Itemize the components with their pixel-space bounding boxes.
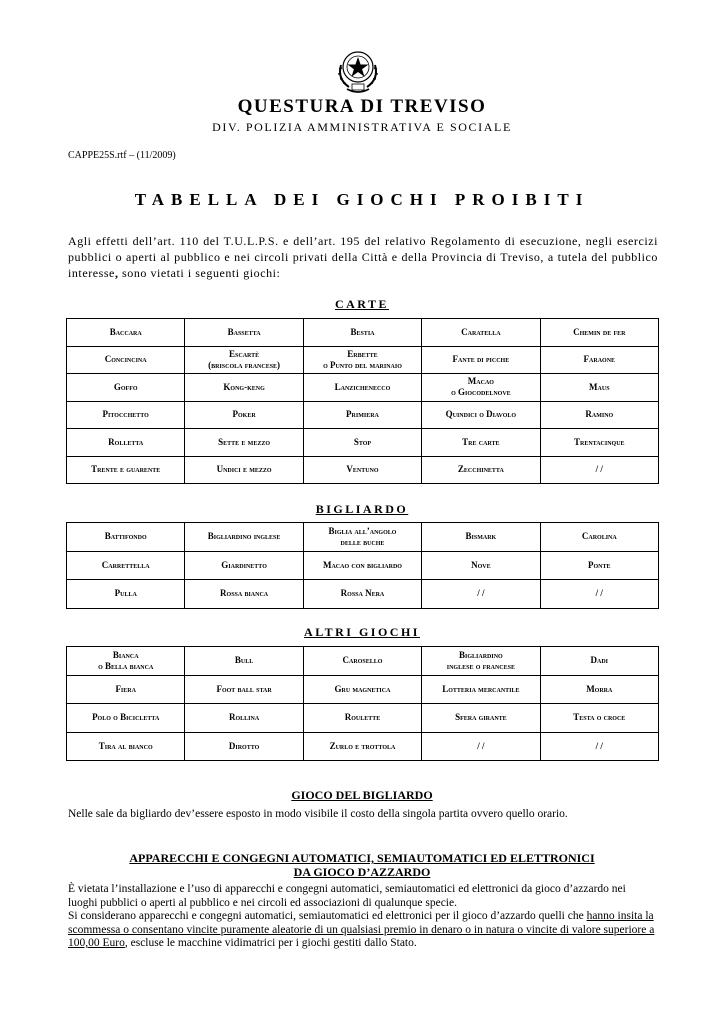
game-cell [303,732,421,761]
game-name: Carolina [581,531,617,542]
game-cell [303,647,421,676]
game-name: Pulla [114,588,137,599]
table-row [67,551,659,580]
game-name: Rollina [229,712,260,723]
game-cell [540,551,658,580]
game-cell [303,704,421,733]
game-name: Zurlo e trottola [329,740,396,751]
game-cell [185,374,303,402]
game-cell [303,456,421,484]
game-cell [67,429,185,457]
game-cell [303,580,421,609]
game-cell [67,456,185,484]
game-name: Tira al bianco [98,740,153,751]
game-name: o Bella bianca [98,660,154,671]
game-cell [540,374,658,402]
game-cell [67,523,185,552]
game-name: / / [595,740,603,751]
game-cell [67,551,185,580]
game-cell [67,401,185,429]
italian-republic-emblem-icon [333,45,383,99]
game-name: Fante di picche [452,354,510,365]
game-name: Macao con bigliardo [322,559,402,570]
game-cell [540,580,658,609]
game-name: Undici e mezzo [216,464,272,475]
game-cell [540,319,658,347]
game-cell [185,523,303,552]
game-cell [540,647,658,676]
game-cell [67,319,185,347]
table-row [67,346,659,374]
game-cell [540,732,658,761]
game-name: Sette e mezzo [218,436,271,447]
apparecchi-paragraph-2: Si considerano apparecchi e congegni automatici, semiautomatici ed elettronici per il gioco d’azzardo quelli che hanno insita la scommessa o consentano vincite puramente aleatorie di un qualsiasi premio in denaro o in natura o vincite di valore superiore a 100,00 Euro, escluse le macchine vidimatrici per i giochi gestiti dallo Stato. [68,910,655,949]
game-name: Biglia all’angolo [328,525,397,536]
table-row [67,732,659,761]
game-name: Zecchinetta [457,464,504,475]
game-name: Baccara [109,326,142,337]
game-cell [540,429,658,457]
intro-text-part2: sono vietati i seguenti giochi: [118,266,281,280]
apparecchi-paragraph-1: È vietata l’installazione e l’uso di apparecchi e congegni automatici, semiautomatici ed elettronici da gioco d’azzardo nei luoghi pubblici o aperti al pubblico e nei circoli ed associazioni di qualunque specie. [68,883,626,909]
game-cell [185,456,303,484]
section-heading-altri-giochi: ALTRI GIOCHI [304,625,420,639]
game-name: Battifondo [104,531,147,542]
game-cell [67,704,185,733]
game-cell [185,551,303,580]
game-cell [185,319,303,347]
table-row [67,456,659,484]
game-name: Ponte [588,559,611,570]
game-name: Dadi [590,655,609,666]
game-name: Caratella [461,326,501,337]
game-name: Dirotto [228,740,260,751]
game-cell [422,523,540,552]
game-cell [185,732,303,761]
game-cell [540,346,658,374]
game-name: (briscola francese) [208,359,281,370]
game-name: Primiera [346,409,379,420]
gioco-bigliardo-text: Nelle sale da bigliardo dev’essere esposto in modo visibile il costo della singola partita ovvero quello orario. [68,808,568,820]
game-name: Lotteria mercantile [442,683,520,694]
game-cell [422,704,540,733]
game-cell [185,704,303,733]
game-cell [422,401,540,429]
game-name: Goffo [113,381,138,392]
game-cell [540,704,658,733]
carte-table [66,318,659,484]
game-cell [303,523,421,552]
game-cell [67,732,185,761]
game-name: Ventuno [346,464,379,475]
altri-giochi-table [66,646,659,761]
game-name: Bianca [112,649,139,660]
apparecchi-heading [0,851,724,879]
game-name: / / [595,588,603,599]
game-cell [422,346,540,374]
game-cell [185,401,303,429]
game-name: delle buche [340,536,385,547]
gioco-bigliardo-heading: GIOCO DEL BIGLIARDO [291,788,433,802]
game-cell [422,374,540,402]
game-name: Kong-keng [223,381,265,392]
game-cell [303,675,421,704]
game-cell [185,580,303,609]
table-row [67,401,659,429]
game-name: Concincina [104,354,147,365]
game-name: Bestia [350,326,375,337]
game-name: Roulette [344,712,381,723]
game-name: Stop [353,436,372,447]
game-name: Bigliardino inglese [207,531,281,542]
game-cell [303,346,421,374]
section-heading-carte: CARTE [334,297,390,311]
game-cell [422,319,540,347]
game-name: Trente e guarente [91,464,161,475]
game-cell [185,675,303,704]
game-name: Polo o Bicicletta [92,712,160,723]
game-name: Rossa Nera [340,588,385,599]
game-cell [185,346,303,374]
table-row [67,374,659,402]
game-cell [67,675,185,704]
apparecchi-heading-line2: DA GIOCO D’AZZARDO [293,865,431,879]
game-name: Carosello [342,655,383,666]
game-name: / / [477,588,485,599]
game-name: Morra [586,683,613,694]
game-cell [303,374,421,402]
game-cell [422,429,540,457]
game-name: / / [477,740,485,751]
game-cell [185,647,303,676]
game-name: / / [595,464,603,475]
game-name: Bismark [465,531,497,542]
game-cell [185,429,303,457]
table-row [67,675,659,704]
game-cell [67,580,185,609]
game-cell [422,456,540,484]
game-cell [422,551,540,580]
game-name: Chemin de fer [573,326,626,337]
apparecchi-underlined-clause: hanno insita la scommessa o consentano vincite puramente aleatorie di un qualsiasi premio in denaro o in natura o vincite di valore superiore a 100,00 Euro [68,910,655,949]
game-name: Trentacinque [573,436,625,447]
game-name: Bassetta [227,326,261,337]
division-subtitle: DIV. POLIZIA AMMINISTRATIVA E SOCIALE [212,120,512,134]
game-name: Poker [232,409,256,420]
game-name: Nove [471,559,491,570]
game-cell [422,580,540,609]
apparecchi-heading-line1: APPARECCHI E CONGEGNI AUTOMATICI, SEMIAUTOMATICI ED ELETTRONICI [129,851,595,865]
table-row [67,580,659,609]
game-name: Tre carte [462,436,500,447]
apparecchi-text [68,883,658,951]
game-cell [540,401,658,429]
game-cell [422,675,540,704]
intro-text-part1: Agli effetti dell’art. 110 del T.U.L.P.S. e dell’art. 195 del relativo Regolamento di esecuzione, negli esercizi pubblici o aperti al pubblico e nei circoli privati della Città e della Provincia di Treviso, a tutela del pubblico interesse [68,234,658,280]
game-name: Foot ball star [216,683,272,694]
game-cell [303,319,421,347]
game-name: Gru magnetica [334,683,391,694]
game-cell [422,647,540,676]
intro-paragraph [68,233,658,281]
game-cell [67,374,185,402]
section-heading-bigliardo: BIGLIARDO [315,502,409,516]
game-name: Pitocchetto [102,409,149,420]
game-name: Rolletta [108,436,144,447]
game-name: Testa o croce [573,712,626,723]
document-reference: CAPPE25S.rtf – (11/2009) [68,150,176,161]
game-name: Lanzichenecco [334,381,391,392]
game-cell [67,647,185,676]
table-row [67,647,659,676]
game-cell [540,456,658,484]
game-name: Escartè [229,348,260,359]
game-name: Rossa bianca [220,588,269,599]
game-cell [303,551,421,580]
game-name: Macao [467,376,494,387]
game-name: Faraone [583,354,616,365]
table-row [67,523,659,552]
game-name: o Giocodelnove [451,387,511,398]
game-cell [422,732,540,761]
game-name: Bull [234,655,254,666]
game-name: Carrettella [101,559,150,570]
table-row [67,429,659,457]
game-cell [540,675,658,704]
game-name: Quindici o Diavolo [445,409,517,420]
game-cell [540,523,658,552]
game-name: inglese o francese [446,660,515,671]
intro-comma: , [114,266,119,280]
game-cell [303,401,421,429]
game-name: Maus [589,381,610,392]
table-row [67,319,659,347]
questura-title: QUESTURA DI TREVISO [237,96,487,117]
page-title: TABELLA DEI GIOCHI PROIBITI [134,190,590,209]
game-name: Sfera girante [455,712,507,723]
game-name: Bigliardino [459,649,503,660]
table-row [67,704,659,733]
game-name: Erbette [347,348,378,359]
game-name: Giardinetto [221,559,267,570]
game-cell [67,346,185,374]
game-name: o Punto del marinaio [323,359,402,370]
game-cell [303,429,421,457]
game-name: Ramino [585,409,614,420]
bigliardo-table [66,522,659,609]
game-name: Fiera [115,683,136,694]
